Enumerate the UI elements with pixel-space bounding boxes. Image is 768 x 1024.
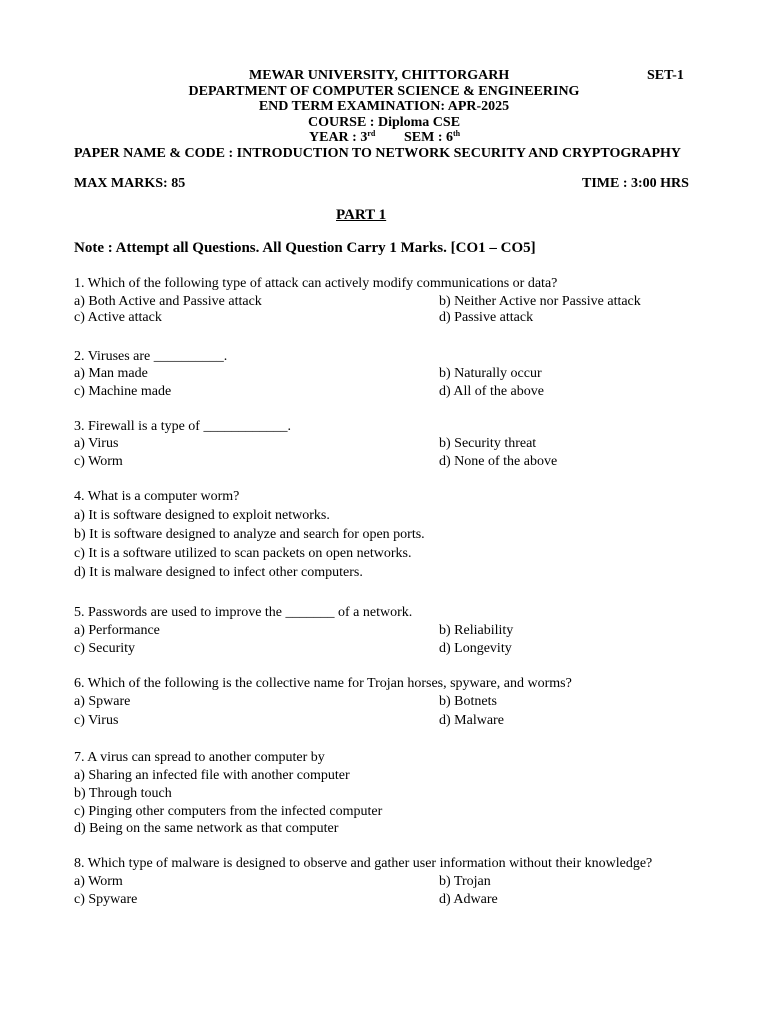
option-c: c) Pinging other computers from the infected computer [74, 804, 383, 819]
option-d: d) All of the above [439, 384, 544, 399]
option-c: c) It is a software utilized to scan packets on open networks. [74, 546, 412, 561]
option-a: a) Worm [74, 874, 123, 889]
option-c: c) Worm [74, 454, 123, 469]
option-a: a) Both Active and Passive attack [74, 294, 262, 309]
question-text: 5. Passwords are used to improve the _______ of a network. [74, 605, 413, 620]
option-b: b) Security threat [439, 436, 537, 451]
question-text: 2. Viruses are __________. [74, 349, 228, 364]
option-d: d) It is malware designed to infect other computers. [74, 565, 363, 580]
option-b: b) Through touch [74, 786, 172, 801]
year-suffix: rd [367, 129, 376, 138]
set-label: SET-1 [647, 68, 684, 83]
option-c: c) Machine made [74, 384, 172, 399]
question-text: 4. What is a computer worm? [74, 489, 240, 504]
option-a: a) Spware [74, 694, 131, 709]
semester-suffix: th [453, 129, 461, 138]
exam-time: TIME : 3:00 HRS [582, 176, 689, 191]
option-c: c) Virus [74, 713, 119, 728]
option-c: c) Spyware [74, 892, 138, 907]
option-b: b) Botnets [439, 694, 497, 709]
option-d: d) Malware [439, 713, 504, 728]
option-a: a) Sharing an infected file with another computer [74, 768, 350, 783]
option-b: b) Naturally occur [439, 366, 542, 381]
option-a: a) Performance [74, 623, 160, 638]
instructions-note: Note : Attempt all Questions. All Question Carry 1 Marks. [CO1 – CO5] [74, 240, 536, 256]
option-a: a) It is software designed to exploit networks. [74, 508, 330, 523]
option-b: b) Reliability [439, 623, 514, 638]
year-label [309, 130, 375, 146]
department-name: DEPARTMENT OF COMPUTER SCIENCE & ENGINEERING [188, 84, 580, 99]
paper-name-code: PAPER NAME & CODE : INTRODUCTION TO NETWORK SECURITY AND CRYPTOGRAPHY [74, 146, 681, 161]
question-text: 8. Which type of malware is designed to observe and gather user information without their knowledge? [74, 856, 653, 871]
option-a: a) Virus [74, 436, 119, 451]
option-d: d) Longevity [439, 641, 512, 656]
option-c: c) Active attack [74, 310, 162, 325]
university-name: MEWAR UNIVERSITY, CHITTORGARH [249, 68, 510, 83]
part-title: PART 1 [336, 207, 387, 223]
option-c: c) Security [74, 641, 136, 656]
question-text: 6. Which of the following is the collective name for Trojan horses, spyware, and worms? [74, 676, 572, 691]
option-b: b) It is software designed to analyze and search for open ports. [74, 527, 425, 542]
option-d: d) Being on the same network as that computer [74, 821, 339, 836]
question-text: 1. Which of the following type of attack can actively modify communications or data? [74, 276, 558, 291]
option-d: d) None of the above [439, 454, 558, 469]
semester-label [404, 130, 460, 146]
course-label: COURSE : Diploma CSE [307, 115, 461, 130]
year-text: YEAR : 3 [309, 130, 368, 145]
max-marks: MAX MARKS: 85 [74, 176, 186, 191]
exam-title: END TERM EXAMINATION: APR-2025 [258, 99, 510, 114]
option-b: b) Neither Active nor Passive attack [439, 294, 641, 309]
semester-text: SEM : 6 [404, 130, 453, 145]
question-text: 3. Firewall is a type of ____________. [74, 419, 291, 434]
option-d: d) Adware [439, 892, 498, 907]
option-b: b) Trojan [439, 874, 491, 889]
question-text: 7. A virus can spread to another computer by [74, 750, 325, 765]
option-d: d) Passive attack [439, 310, 534, 325]
option-a: a) Man made [74, 366, 148, 381]
